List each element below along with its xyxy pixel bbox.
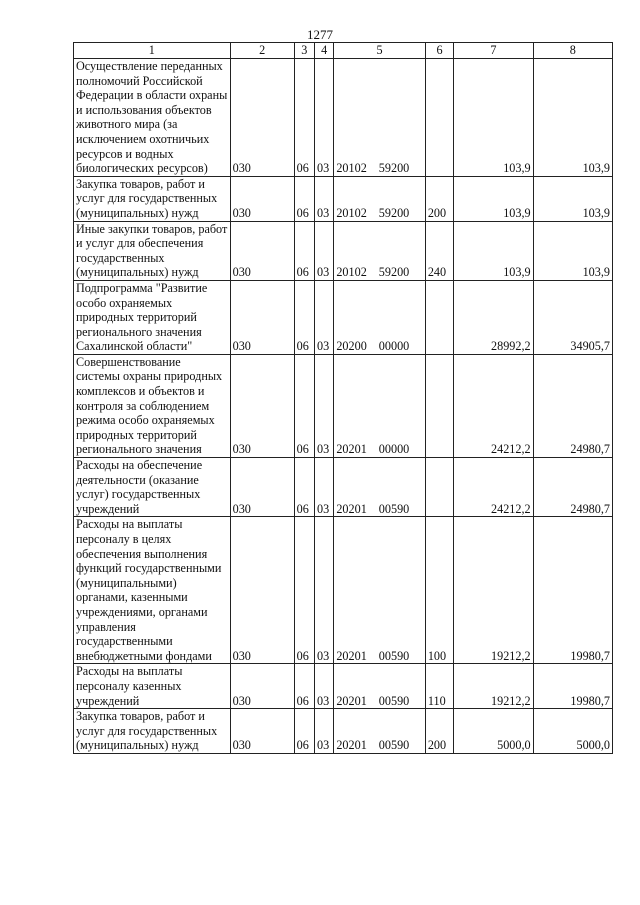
row-name-cell: Расходы на выплаты персоналу в целях обеспечения выполнения функций государственными (муниципальными) органами, казенными учреждениями, органами управления государственными внебюджетными фондами [74, 517, 231, 664]
target-article-cell [334, 176, 426, 221]
section-code-cell: 06 [294, 517, 314, 664]
section-code-cell: 06 [294, 280, 314, 354]
target-article-cell [334, 221, 426, 280]
target-article-program: 20201 [336, 442, 367, 457]
subsection-code-cell: 03 [315, 664, 334, 709]
target-article-program: 20201 [336, 738, 367, 753]
target-article-direction: 59200 [378, 265, 410, 280]
row-name-cell: Закупка товаров, работ и услуг для государственных (муниципальных) нужд [74, 176, 231, 221]
target-article-program: 20201 [336, 693, 367, 708]
section-code-cell: 06 [294, 664, 314, 709]
expense-type-cell: 110 [425, 664, 453, 709]
column-header: 2 [230, 43, 294, 59]
subsection-code-cell: 03 [315, 176, 334, 221]
amount-year2-cell: 103,9 [533, 59, 612, 177]
target-article-direction: 00590 [378, 648, 410, 663]
amount-year2-cell: 19980,7 [533, 664, 612, 709]
row-name-cell: Совершенствование системы охраны природных комплексов и объектов и контроля за соблюдением режима особо охраняемых природных территорий регионального значения [74, 354, 231, 457]
target-article-program: 20102 [336, 205, 367, 220]
amount-year1-cell: 103,9 [454, 176, 533, 221]
amount-year1-cell: 24212,2 [454, 354, 533, 457]
amount-year2-cell: 103,9 [533, 221, 612, 280]
target-article-cell [334, 458, 426, 517]
expense-type-cell [425, 59, 453, 177]
target-article-cell [334, 709, 426, 754]
amount-year1-cell: 103,9 [454, 221, 533, 280]
subsection-code-cell: 03 [315, 221, 334, 280]
amount-year1-cell: 5000,0 [454, 709, 533, 754]
table-row [74, 709, 613, 754]
amount-year1-cell: 28992,2 [454, 280, 533, 354]
subsection-code-cell: 03 [315, 354, 334, 457]
table-row [74, 221, 613, 280]
target-article-cell [334, 59, 426, 177]
section-code-cell: 06 [294, 176, 314, 221]
row-name-cell: Расходы на обеспечение деятельности (оказание услуг) государственных учреждений [74, 458, 231, 517]
table-row [74, 354, 613, 457]
section-code-cell: 06 [294, 354, 314, 457]
target-article-program: 20102 [336, 161, 367, 176]
amount-year1-cell: 103,9 [454, 59, 533, 177]
column-header: 3 [294, 43, 314, 59]
target-article-direction: 00590 [378, 738, 410, 753]
column-header: 5 [334, 43, 426, 59]
target-article-program: 20201 [336, 648, 367, 663]
target-article-cell [334, 664, 426, 709]
subsection-code-cell: 03 [315, 709, 334, 754]
target-article-direction: 00590 [378, 501, 410, 516]
target-article-direction: 59200 [378, 161, 410, 176]
amount-year2-cell: 34905,7 [533, 280, 612, 354]
section-code-cell: 06 [294, 221, 314, 280]
target-article-program: 20201 [336, 501, 367, 516]
amount-year2-cell: 24980,7 [533, 458, 612, 517]
column-header: 8 [533, 43, 612, 59]
amount-year2-cell: 103,9 [533, 176, 612, 221]
amount-year2-cell: 19980,7 [533, 517, 612, 664]
target-article-cell [334, 517, 426, 664]
section-code-cell: 06 [294, 458, 314, 517]
table-body [74, 59, 613, 754]
row-name-cell: Расходы на выплаты персоналу казенных учреждений [74, 664, 231, 709]
target-article-cell [334, 280, 426, 354]
row-name-cell: Закупка товаров, работ и услуг для государственных (муниципальных) нужд [74, 709, 231, 754]
target-article-direction: 00590 [378, 693, 410, 708]
column-header: 1 [74, 43, 231, 59]
row-name-cell: Иные закупки товаров, работ и услуг для обеспечения государственных (муниципальных) нужд [74, 221, 231, 280]
row-name-cell: Подпрограмма "Развитие особо охраняемых природных территорий регионального значения Сахалинской области" [74, 280, 231, 354]
amount-year1-cell: 24212,2 [454, 458, 533, 517]
subsection-code-cell: 03 [315, 458, 334, 517]
ministry-code-cell: 030 [230, 280, 294, 354]
column-header: 4 [315, 43, 334, 59]
target-article-direction: 59200 [378, 205, 410, 220]
ministry-code-cell: 030 [230, 709, 294, 754]
table-row [74, 517, 613, 664]
section-code-cell: 06 [294, 709, 314, 754]
table-row [74, 664, 613, 709]
column-header: 6 [425, 43, 453, 59]
row-name-cell: Осуществление переданных полномочий Российской Федерации в области охраны и использования объектов животного мира (за исключением охотничьих ресурсов и водных биологических ресурсов) [74, 59, 231, 177]
budget-table [73, 42, 613, 754]
target-article-direction: 00000 [378, 442, 410, 457]
table-row [74, 176, 613, 221]
amount-year2-cell: 5000,0 [533, 709, 612, 754]
amount-year1-cell: 19212,2 [454, 517, 533, 664]
target-article-cell [334, 354, 426, 457]
ministry-code-cell: 030 [230, 664, 294, 709]
amount-year1-cell: 19212,2 [454, 664, 533, 709]
ministry-code-cell: 030 [230, 354, 294, 457]
target-article-direction: 00000 [378, 339, 410, 354]
expense-type-cell: 240 [425, 221, 453, 280]
ministry-code-cell: 030 [230, 221, 294, 280]
ministry-code-cell: 030 [230, 176, 294, 221]
page-number: 1277 [307, 27, 333, 42]
expense-type-cell: 200 [425, 709, 453, 754]
expense-type-cell: 100 [425, 517, 453, 664]
ministry-code-cell: 030 [230, 517, 294, 664]
expense-type-cell [425, 354, 453, 457]
table-row [74, 458, 613, 517]
ministry-code-cell: 030 [230, 59, 294, 177]
target-article-program: 20102 [336, 265, 367, 280]
amount-year2-cell: 24980,7 [533, 354, 612, 457]
section-code-cell: 06 [294, 59, 314, 177]
table-row [74, 280, 613, 354]
target-article-program: 20200 [336, 339, 367, 354]
subsection-code-cell: 03 [315, 59, 334, 177]
expense-type-cell: 200 [425, 176, 453, 221]
header-row [74, 43, 613, 59]
table-row [74, 59, 613, 177]
subsection-code-cell: 03 [315, 280, 334, 354]
subsection-code-cell: 03 [315, 517, 334, 664]
column-header: 7 [454, 43, 533, 59]
expense-type-cell [425, 458, 453, 517]
expense-type-cell [425, 280, 453, 354]
ministry-code-cell: 030 [230, 458, 294, 517]
